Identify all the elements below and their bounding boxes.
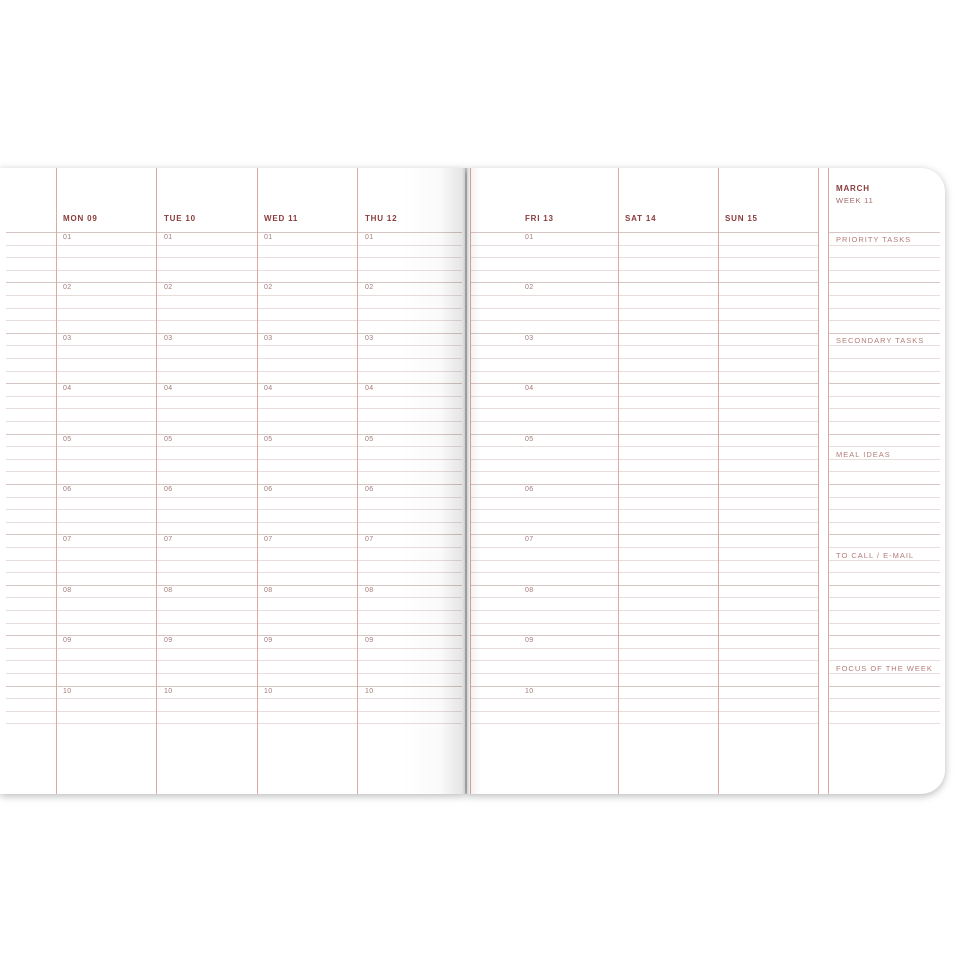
hour-label: 05: [63, 436, 72, 443]
rule-line-sidebar: [828, 534, 940, 535]
rule-line-left: [6, 597, 462, 598]
rule-line-sidebar: [828, 282, 940, 283]
hour-label: 07: [525, 536, 534, 543]
rule-line-left: [6, 295, 462, 296]
rule-line-sidebar: [828, 597, 940, 598]
rule-line-sidebar: [828, 585, 940, 586]
hour-label: 10: [63, 688, 72, 695]
rule-line-sidebar: [828, 358, 940, 359]
rule-line-left: [6, 698, 462, 699]
rule-line-left: [6, 257, 462, 258]
hour-label: 04: [63, 385, 72, 392]
hour-label: 04: [365, 385, 374, 392]
rule-line-left: [6, 320, 462, 321]
hour-label: 01: [264, 234, 273, 241]
hour-label: 04: [525, 385, 534, 392]
rule-line-left: [6, 282, 462, 283]
hour-label: 08: [365, 587, 374, 594]
rule-line-left: [6, 396, 462, 397]
section-label: FOCUS OF THE WEEK: [836, 664, 933, 673]
day-header: TUE 10: [164, 214, 196, 223]
rule-line-left: [6, 534, 462, 535]
rule-line-sidebar: [828, 572, 940, 573]
rule-line-sidebar: [828, 497, 940, 498]
section-label: MEAL IDEAS: [836, 450, 891, 459]
rule-line-left: [6, 723, 462, 724]
rule-line-left: [6, 371, 462, 372]
rule-line-right: [470, 345, 818, 346]
rule-line-right: [470, 295, 818, 296]
hour-label: 01: [365, 234, 374, 241]
rule-line-right: [470, 509, 818, 510]
rule-line-right: [470, 497, 818, 498]
month-title: MARCH: [836, 184, 870, 193]
rule-line-right: [470, 358, 818, 359]
rule-line-sidebar: [828, 623, 940, 624]
column-divider: [828, 168, 829, 794]
hour-label: 03: [365, 335, 374, 342]
column-divider: [470, 168, 471, 794]
hour-label: 04: [164, 385, 173, 392]
rule-line-right: [470, 585, 818, 586]
hour-label: 08: [164, 587, 173, 594]
left-page: [0, 168, 465, 794]
rule-line-right: [470, 245, 818, 246]
hour-label: 06: [525, 486, 534, 493]
rule-line-sidebar: [828, 232, 940, 233]
section-label: TO CALL / E-MAIL: [836, 551, 915, 560]
rule-line-right: [470, 459, 818, 460]
rule-line-right: [470, 408, 818, 409]
column-divider: [56, 168, 57, 794]
rule-line-right: [470, 623, 818, 624]
rule-line-left: [6, 560, 462, 561]
rule-line-right: [470, 270, 818, 271]
hour-label: 02: [525, 284, 534, 291]
hour-label: 06: [365, 486, 374, 493]
column-divider: [618, 168, 619, 794]
rule-line-sidebar: [828, 245, 940, 246]
hour-label: 03: [525, 335, 534, 342]
rule-line-right: [470, 723, 818, 724]
rule-line-sidebar: [828, 711, 940, 712]
rule-line-left: [6, 623, 462, 624]
rule-line-left: [6, 358, 462, 359]
rule-line-right: [470, 673, 818, 674]
rule-line-sidebar: [828, 610, 940, 611]
rule-line-left: [6, 270, 462, 271]
rule-line-left: [6, 572, 462, 573]
hour-label: 02: [63, 284, 72, 291]
rule-line-left: [6, 459, 462, 460]
rule-line-left: [6, 245, 462, 246]
hour-label: 04: [264, 385, 273, 392]
section-label: PRIORITY TASKS: [836, 235, 912, 244]
rule-line-right: [470, 522, 818, 523]
day-header: WED 11: [264, 214, 299, 223]
hour-label: 09: [525, 637, 534, 644]
rule-line-sidebar: [828, 560, 940, 561]
hour-label: 10: [365, 688, 374, 695]
hour-label: 10: [164, 688, 173, 695]
rule-line-left: [6, 585, 462, 586]
right-page: [467, 168, 945, 794]
column-divider: [257, 168, 258, 794]
day-header: SAT 14: [625, 214, 657, 223]
hour-label: 07: [264, 536, 273, 543]
rule-line-right: [470, 320, 818, 321]
rule-line-right: [470, 635, 818, 636]
rule-line-sidebar: [828, 270, 940, 271]
rule-line-sidebar: [828, 723, 940, 724]
rule-line-sidebar: [828, 383, 940, 384]
rule-line-sidebar: [828, 446, 940, 447]
hour-label: 10: [264, 688, 273, 695]
rule-line-right: [470, 434, 818, 435]
rule-line-sidebar: [828, 509, 940, 510]
hour-label: 08: [63, 587, 72, 594]
rule-line-right: [470, 698, 818, 699]
rule-line-left: [6, 673, 462, 674]
rule-line-right: [470, 686, 818, 687]
hour-label: 10: [525, 688, 534, 695]
rule-line-right: [470, 711, 818, 712]
hour-label: 06: [264, 486, 273, 493]
rule-line-right: [470, 648, 818, 649]
column-divider: [156, 168, 157, 794]
rule-line-sidebar: [828, 257, 940, 258]
rule-line-right: [470, 371, 818, 372]
rule-line-right: [470, 660, 818, 661]
day-header: THU 12: [365, 214, 398, 223]
hour-label: 05: [525, 436, 534, 443]
rule-line-sidebar: [828, 635, 940, 636]
rule-line-left: [6, 434, 462, 435]
rule-line-sidebar: [828, 333, 940, 334]
rule-line-right: [470, 308, 818, 309]
rule-line-left: [6, 509, 462, 510]
hour-label: 02: [164, 284, 173, 291]
rule-line-right: [470, 547, 818, 548]
rule-line-right: [470, 282, 818, 283]
hour-label: 09: [63, 637, 72, 644]
week-number: WEEK 11: [836, 196, 874, 205]
rule-line-right: [470, 534, 818, 535]
rule-line-left: [6, 308, 462, 309]
rule-line-left: [6, 648, 462, 649]
rule-line-sidebar: [828, 648, 940, 649]
hour-label: 07: [63, 536, 72, 543]
rule-line-left: [6, 610, 462, 611]
rule-line-sidebar: [828, 660, 940, 661]
day-header: MON 09: [63, 214, 98, 223]
hour-label: 09: [264, 637, 273, 644]
rule-line-sidebar: [828, 471, 940, 472]
hour-label: 01: [525, 234, 534, 241]
hour-label: 06: [63, 486, 72, 493]
rule-line-left: [6, 547, 462, 548]
rule-line-right: [470, 257, 818, 258]
rule-line-sidebar: [828, 421, 940, 422]
rule-line-left: [6, 686, 462, 687]
rule-line-left: [6, 497, 462, 498]
rule-line-sidebar: [828, 484, 940, 485]
rule-line-sidebar: [828, 522, 940, 523]
hour-label: 05: [164, 436, 173, 443]
day-header: FRI 13: [525, 214, 554, 223]
rule-line-sidebar: [828, 686, 940, 687]
rule-line-right: [470, 446, 818, 447]
rule-line-sidebar: [828, 698, 940, 699]
rule-line-left: [6, 333, 462, 334]
rule-line-sidebar: [828, 434, 940, 435]
hour-label: 03: [164, 335, 173, 342]
hour-label: 05: [365, 436, 374, 443]
hour-label: 03: [264, 335, 273, 342]
rule-line-sidebar: [828, 345, 940, 346]
rule-line-left: [6, 383, 462, 384]
hour-label: 03: [63, 335, 72, 342]
rule-line-sidebar: [828, 459, 940, 460]
hour-label: 01: [164, 234, 173, 241]
rule-line-sidebar: [828, 673, 940, 674]
rule-line-sidebar: [828, 371, 940, 372]
rule-line-sidebar: [828, 308, 940, 309]
rule-line-sidebar: [828, 320, 940, 321]
hour-label: 09: [164, 637, 173, 644]
hour-label: 02: [264, 284, 273, 291]
hour-label: 08: [264, 587, 273, 594]
rule-line-right: [470, 597, 818, 598]
rule-line-right: [470, 560, 818, 561]
hour-label: 08: [525, 587, 534, 594]
day-header: SUN 15: [725, 214, 758, 223]
rule-line-right: [470, 396, 818, 397]
hour-label: 01: [63, 234, 72, 241]
rule-line-sidebar: [828, 408, 940, 409]
rule-line-left: [6, 446, 462, 447]
planner-spread: [0, 168, 945, 794]
hour-label: 07: [365, 536, 374, 543]
column-divider: [357, 168, 358, 794]
section-label: SECONDARY TASKS: [836, 336, 925, 345]
rule-line-right: [470, 484, 818, 485]
rule-line-left: [6, 484, 462, 485]
rule-line-left: [6, 421, 462, 422]
rule-line-left: [6, 522, 462, 523]
hour-label: 07: [164, 536, 173, 543]
rule-line-left: [6, 635, 462, 636]
rule-line-left: [6, 711, 462, 712]
rule-line-right: [470, 383, 818, 384]
rule-line-sidebar: [828, 295, 940, 296]
rule-line-right: [470, 333, 818, 334]
rule-line-left: [6, 408, 462, 409]
rule-line-right: [470, 232, 818, 233]
column-divider: [718, 168, 719, 794]
rule-line-left: [6, 232, 462, 233]
rule-line-right: [470, 610, 818, 611]
rule-line-left: [6, 660, 462, 661]
hour-label: 05: [264, 436, 273, 443]
column-divider: [818, 168, 819, 794]
hour-label: 06: [164, 486, 173, 493]
rule-line-right: [470, 572, 818, 573]
rule-line-left: [6, 471, 462, 472]
rule-line-right: [470, 471, 818, 472]
rule-line-right: [470, 421, 818, 422]
hour-label: 02: [365, 284, 374, 291]
hour-label: 09: [365, 637, 374, 644]
rule-line-sidebar: [828, 396, 940, 397]
rule-line-sidebar: [828, 547, 940, 548]
rule-line-left: [6, 345, 462, 346]
